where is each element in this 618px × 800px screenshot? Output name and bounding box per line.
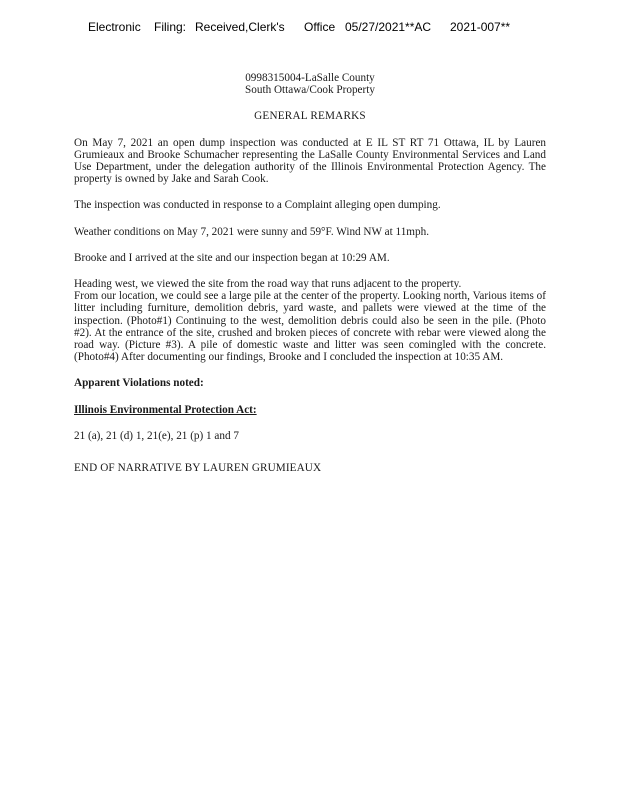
filing-stamp-header xyxy=(88,20,528,36)
section-title: GENERAL REMARKS xyxy=(254,110,366,123)
filing-date: 05/27/2021**AC xyxy=(345,20,432,34)
paragraph-weather: Weather conditions on May 7, 2021 were sunny and 59°F. Wind NW at 11mph. xyxy=(74,225,429,238)
violations-heading: Apparent Violations noted: xyxy=(74,377,204,390)
paragraph-arrival: Brooke and I arrived at the site and our inspection began at 10:29 AM. xyxy=(74,251,390,264)
caption-property-name: South Ottawa/Cook Property xyxy=(245,84,375,97)
case-caption xyxy=(74,72,546,96)
filing-received: Received,Clerk's xyxy=(195,20,285,34)
narrative-body xyxy=(74,72,546,474)
paragraph-observation-heading: Heading west, we viewed the site from the road way that runs adjacent to the property. xyxy=(74,278,462,291)
filing-office: Office xyxy=(304,20,336,34)
violation-sections: 21 (a), 21 (d) 1, 21(e), 21 (p) 1 and 7 xyxy=(74,429,239,442)
filing-docket: 2021-007** xyxy=(450,20,511,34)
filing-label: Filing: xyxy=(154,20,187,34)
paragraph-inspection-intro: On May 7, 2021 an open dump inspection was conducted at E IL ST RT 71 Ottawa, IL by Lauren Grumieaux and Brooke Schumacher representing the LaSalle County Environmental Services and Land Use Department, under the delegation authority of the Illinois Environmental Protection Agency. The property is owned by Jake and Sarah Cook. xyxy=(74,136,546,186)
paragraph-observations: From our location, we could see a large pile at the center of the property. Looking north, Various items of litter including furniture, demolition debris, yard waste, and pallets were viewed at the time of the inspection. (Photo#1) Continuing to the west, demolition debris could also be seen in the pile. (Photo #2). At the entrance of the site, crushed and broken pieces of concrete with rebar were viewed along the road way. (Picture #3). A pile of domestic waste and litter was seen comingled with the concrete. (Photo#4) After documenting our findings, Brooke and I concluded the inspection at 10:35 AM. xyxy=(74,290,546,364)
filing-electronic: Electronic xyxy=(88,20,141,34)
caption-site-code: 0998315004-LaSalle County xyxy=(245,72,375,84)
act-title: Illinois Environmental Protection Act: xyxy=(74,403,257,416)
end-of-narrative: END OF NARRATIVE BY LAUREN GRUMIEAUX xyxy=(74,462,322,475)
paragraph-complaint: The inspection was conducted in response to a Complaint alleging open dumping. xyxy=(74,199,441,212)
